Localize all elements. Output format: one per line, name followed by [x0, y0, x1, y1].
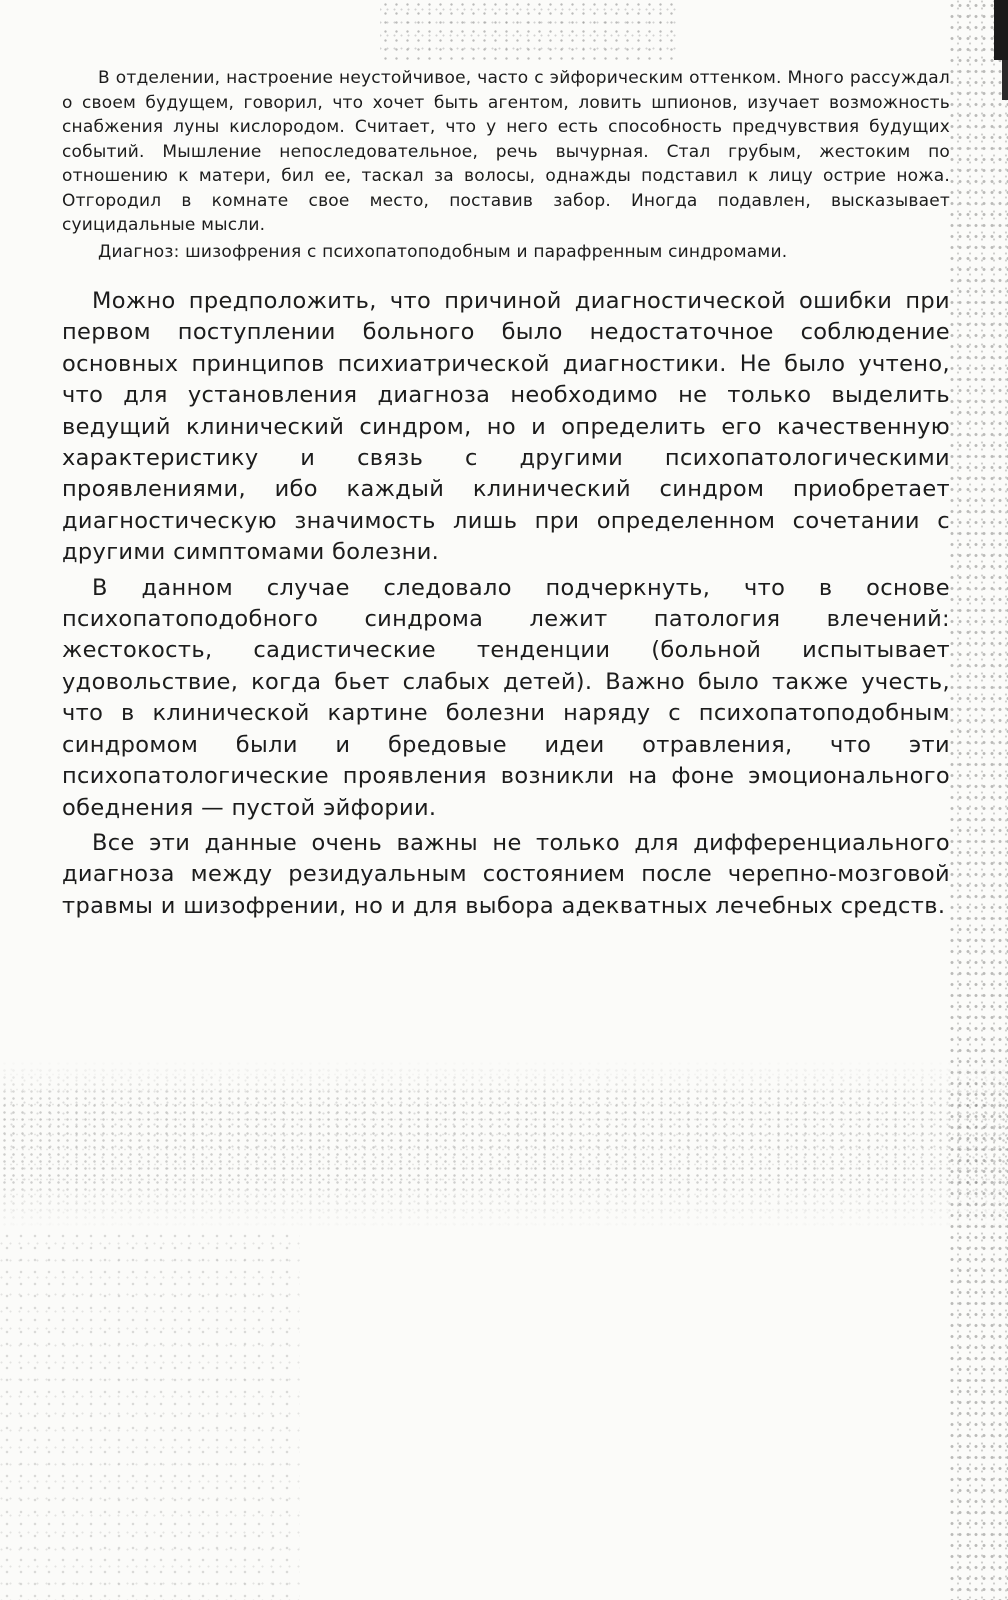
text-column — [62, 66, 950, 922]
scan-noise-top — [380, 0, 680, 60]
case-note-paragraph: В отделении, настроение неустойчивое, часто с эйфорическим оттенком. Много рассуждал о своем будущем, говорил, что хочет быть агентом, ловить шпионов, изучает возможность снабжения луны кислородом. Считает, что у него есть способность предчувствия будущих событий. Мышление непоследовательное, речь вычурная. Стал грубым, жестоким по отношению к матери, бил ее, таскал за волосы, однажды подставил к лицу острие ножа. Отгородил в комнате свое место, поставив забор. Иногда подавлен, высказывает суицидальные мысли. — [62, 68, 950, 235]
diagnosis-line: Диагноз: шизофрения с психопатоподобным и парафренным синдромами. — [98, 241, 788, 262]
scan-noise-left — [0, 1230, 300, 1600]
body-paragraph: Можно предположить, что причиной диагностической ошибки при первом поступлении больного было недостаточное соблюдение основных принципов психиатрической диагностики. Не было учтено, что для установления диагноза необходимо не только выделить ведущий клинический синдром, но и определить его качественную характеристику и связь с другими психопатологическими проявлениями, ибо каждый клинический синдром приобретает диагностическую значимость лишь при определенном сочетании с другими симптомами болезни. — [62, 288, 950, 566]
scan-noise-right-edge — [948, 0, 1008, 1600]
body-paragraph: Все эти данные очень важны не только для дифференциального диагноза между резидуальным состоянием после черепно-мозговой травмы и шизофрении, но и для выбора адекватных лечебных средств. — [62, 829, 950, 919]
body-paragraph: В данном случае следовало подчеркнуть, что в основе психопатоподобного синдрома лежит патология влечений: жестокость, садистические тенденции (больной испытывает удовольствие, когда бьет слабых детей). Важно было также учесть, что в клинической картине болезни наряду с психопатоподобным синдромом были и бредовые идеи отравления, что эти психопатологические проявления возникли на фоне эмоционального обеднения — пустой эйфории. — [62, 574, 950, 821]
binding-edge-shadow — [994, 0, 1008, 60]
binding-edge-shadow-lower — [1002, 60, 1008, 100]
scan-noise-band — [0, 1060, 1008, 1230]
